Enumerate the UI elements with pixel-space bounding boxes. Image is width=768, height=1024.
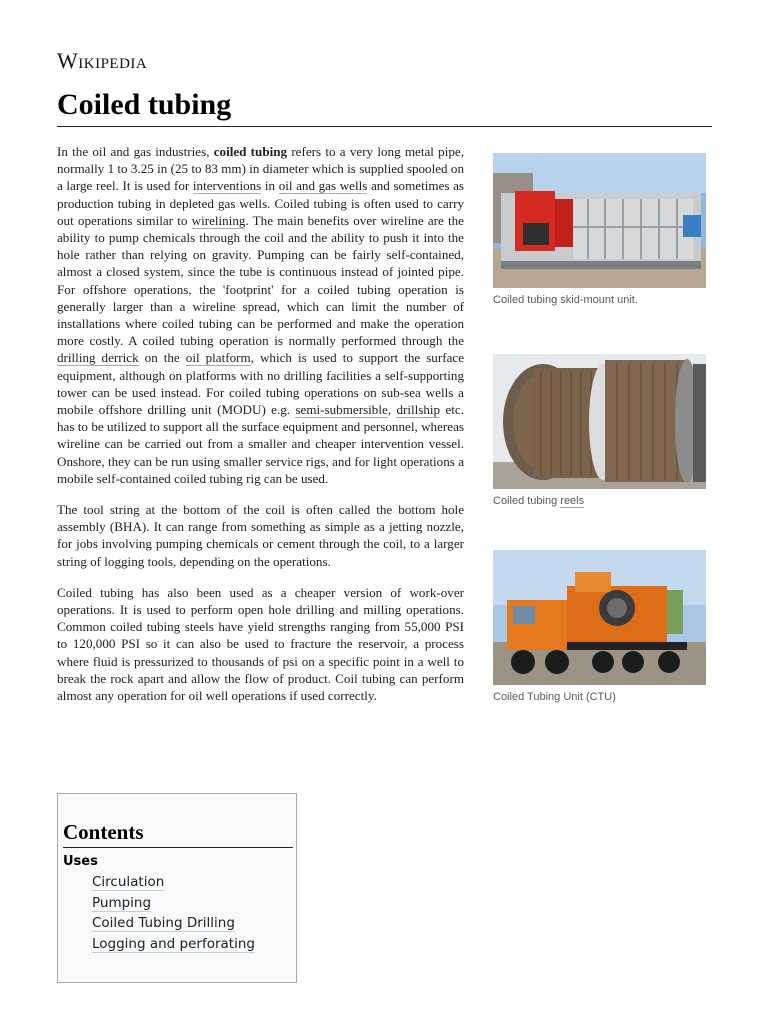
article-link[interactable]: interventions (192, 178, 262, 194)
skid-mount-unit-image[interactable] (493, 153, 706, 288)
text-run: on the (138, 350, 186, 366)
article-link[interactable]: oil platform (185, 350, 251, 366)
toc-list (92, 872, 255, 954)
toc-divider (63, 847, 293, 848)
toc-title: Contents (63, 820, 144, 844)
article-link[interactable]: wirelining (191, 212, 246, 228)
toc-item-label: Coiled Tubing Drilling (92, 915, 235, 931)
article-body (57, 143, 712, 720)
coiled-tubing-reels-image[interactable] (493, 354, 706, 489)
table-of-contents (57, 793, 297, 983)
text-run: etc. has to be utilized to support all the surface equipment and personnel, whereas wireline can be carried out from a smaller and cheaper intervention vessel. Onshore, they can be run using smaller service rigs, and for light operations a mobile self-contained coiled tubing rig can be used. (57, 402, 464, 486)
toc-section-uses[interactable]: Uses (63, 854, 98, 869)
article-link[interactable]: oil and gas wells (278, 178, 368, 194)
reels-link[interactable]: reels (560, 495, 585, 507)
text-run: In the oil and gas industries, (57, 144, 214, 159)
toc-item[interactable] (92, 913, 255, 934)
figure-reels (493, 354, 706, 508)
article-link[interactable]: semi-submersible (295, 402, 388, 418)
toc-item-label: Circulation (92, 874, 165, 890)
coiled-tubing-unit-image[interactable] (493, 550, 706, 685)
toc-item[interactable] (92, 872, 255, 893)
toc-item-label: Logging and perforating (92, 935, 255, 952)
paragraph-tool-string: The tool string at the bottom of the coil is often called the bottom hole assembly (BHA). It can range from something as simple as a jetting nozzle, for jobs involving pumping chemicals or cement through the coil, to a larger string of logging tools, depending on the operations. (57, 502, 464, 569)
toc-item[interactable] (92, 893, 255, 914)
toc-item-label: Pumping (92, 894, 152, 911)
text-run: and sometimes as production tubing in depleted gas wells. Coiled tubing is often used to carry out operations similar to (57, 178, 464, 228)
wikipedia-wordmark[interactable]: Wikipedia (57, 48, 148, 73)
paragraph-workover: Coiled tubing has also been used as a cheaper version of work-over operations. It is used to perform open hole drilling and milling operations. Common coiled tubing steels have yield strengths ranging from 55,000 PSI to 120,000 PSI so it can also be used to fracture the reservoir, a process where fluid is pressurized to thousands of psi on a specific point in a well to break the rock apart and allow the flow of product. Coil tubing can perform almost any operation for oil well operations if used correctly. (57, 584, 464, 704)
figure-caption: Coiled tubing skid-mount unit. (493, 294, 638, 306)
figure-caption: Coiled tubing reels (493, 495, 585, 507)
term-bold: coiled tubing (213, 144, 288, 159)
text-run: . The main benefits over wireline are the ability to pump chemicals through the coil and the ability to push it into the hole rather than relying on gravity. Pumping can be fairly self-contained, almost a closed system, since the tube is continuous instead of jointed pipe. For offshore operations, the 'footprint' for a coiled tubing operation is generally larger than a wireline spread, which can limit the number of installations where coiled tubing can be performed and make the operation more costly. A coiled tubing operation is normally performed through the (57, 212, 464, 349)
figure-column (493, 153, 706, 720)
title-divider (57, 126, 712, 127)
text-run: refers to a very long metal pipe, normally 1 to 3.25 in (25 to 83 mm) in diameter which is supplied spooled on a large reel. It is used for (57, 144, 464, 194)
figure-caption: Coiled Tubing Unit (CTU) (493, 691, 616, 703)
toc-item[interactable] (92, 934, 255, 955)
text-run: , which is used to support the surface equipment, although on platforms with no drilling facilities a self-supporting tower can be used instead. For coiled tubing operations on sub-sea wells a mobile offshore drilling unit (MODU) e.g. (57, 350, 465, 418)
figure-skid-mount (493, 153, 706, 307)
article-link[interactable]: drilling derrick (57, 350, 139, 366)
figure-ctu (493, 550, 706, 704)
page-title: Coiled tubing (57, 88, 232, 121)
text-run: , (387, 402, 397, 418)
article-link[interactable]: drillship (396, 402, 441, 418)
text-run: in (261, 178, 279, 194)
